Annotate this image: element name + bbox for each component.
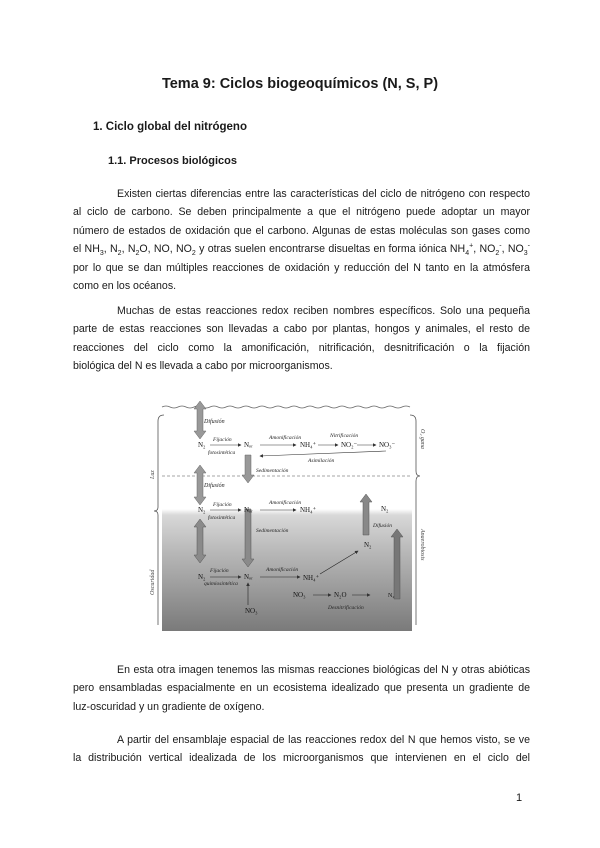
fig-nitrificacion: Nitrificación <box>330 433 359 439</box>
luz-label: Luz <box>150 470 156 479</box>
anaerobiosis-label: Anaerobiosis <box>419 529 425 561</box>
fig-n2-b: N₂ <box>198 506 206 514</box>
paragraph-1 <box>73 185 530 295</box>
paragraph-line-formulas: el $NH_3$, $N_2$, $N_2O$, NO, $NO_2$ y otras suelen encontrarse disueltas en forma iónica $NH_4^+$, $NO_2^-$, $NO_3^-$ <box>73 242 530 258</box>
fig-quimiosintetica: quimiosintética <box>204 581 238 587</box>
fig-n2-a: N₂ <box>198 441 206 449</box>
fig-desnitrificacion: Desnitrificación <box>328 605 364 611</box>
fig-nh4-a: NH₄⁺ <box>300 441 317 449</box>
paragraph-line: biológica del N es llevada a cabo por microorganismos. <box>73 360 333 373</box>
paragraph-line: reacciones del ciclo como la amonificación, nitrificación, desnitrificación o la fijación <box>73 341 530 354</box>
paragraph-line: luz-oscuridad y un gradiente de oxígeno. <box>73 700 265 713</box>
fig-n2-e: N₂ <box>388 593 395 599</box>
fig-difusion-2: Difusión <box>204 483 225 489</box>
paragraph-line: pero ensambladas espacialmente en un ecosistema idealizado que presenta un gradiente de <box>73 682 530 695</box>
paragraph-line: Muchas de estas reacciones redox reciben nombres específicos. Solo una pequeña <box>117 305 530 317</box>
oxigeno-label: O₂ gana <box>419 429 425 449</box>
fig-fijacion-1: Fijación <box>213 437 232 443</box>
page-title: Tema 9: Ciclos biogeoquímicos (N, S, P) <box>161 76 439 92</box>
fig-fijacion-3: Fijación <box>210 568 229 574</box>
paragraph-line: parte de estas reacciones son llevadas a cabo por plantas, hongos y animales, el resto de <box>73 323 530 336</box>
fig-sedimentacion-1: Sedimentación <box>256 468 289 474</box>
page-number: 1 <box>516 792 523 804</box>
paragraph-3 <box>73 661 530 716</box>
fig-difusion-1: Difusión <box>204 419 225 425</box>
fig-amonificacion-1: Amonificación <box>269 435 302 441</box>
paragraph-line: A partir del ensamblaje espacial de las reacciones redox del N que hemos visto, se ve <box>117 734 530 746</box>
paragraph-line: la distribución vertical idealizada de los microorganismos que intervienen en el ciclo del <box>73 752 530 765</box>
fig-amonificacion-3: Amonificación <box>266 567 299 573</box>
fig-sedimentacion-2: Sedimentación <box>256 528 289 534</box>
fig-norg-b: Nₒᵣ <box>244 506 253 514</box>
fig-amonificacion-2: Amonificación <box>269 500 302 506</box>
paragraph-line: como en los océanos. <box>73 280 177 293</box>
paragraph-line: Existen ciertas diferencias entre las características del ciclo de nitrógeno con respecto <box>117 188 530 200</box>
paragraph-line: número de estados de oxidación que el carbono. Algunas de estas moléculas son gases como <box>73 224 530 237</box>
fig-n2-c: N₂ <box>364 541 372 549</box>
fig-no2-a: NO₂⁻ <box>341 441 358 449</box>
fig-nh4-b: NH₄⁺ <box>300 506 317 514</box>
fig-n2o: N₂O <box>334 591 347 599</box>
subsection-heading: 1.1. Procesos biológicos <box>108 155 237 167</box>
fig-no3-c: NO₃ <box>245 607 258 615</box>
paragraph-4 <box>73 731 530 768</box>
fig-no3-a: NO₃⁻ <box>379 441 396 449</box>
fig-norg-a: Nₒᵣ <box>244 441 253 449</box>
fig-sinosintetica: fotosintética <box>208 515 236 521</box>
fig-fijacion-2: Fijación <box>213 502 232 508</box>
oscuridad-label: Oscuridad <box>150 569 156 595</box>
paragraph-line: En esta otra imagen tenemos las mismas reacciones biológicas del N y otras abióticas <box>117 664 530 676</box>
section-heading: 1. Ciclo global del nitrógeno <box>93 121 247 133</box>
fig-nh4-c: NH₄⁺ <box>303 574 320 582</box>
fig-no3-b: NO₃ <box>293 591 306 599</box>
paragraph-2 <box>73 302 530 376</box>
fig-asimilacion: Asimilación <box>308 458 335 464</box>
paragraph-line: por lo que se dan múltiples reacciones de oxidación y reducción del N tanto en la atmósfera <box>73 261 530 274</box>
paragraph-line: al ciclo de carbono. Se deben principalmente a que el nitrógeno puede adoptar un mayor <box>73 206 530 219</box>
fig-difusion-3: Difusión <box>373 523 392 529</box>
fig-n2-right: N₂ <box>381 505 389 513</box>
fig-norg-c: Nₒᵣ <box>244 573 253 581</box>
nitrogen-cycle-figure <box>148 399 423 631</box>
fig-fotosintetica: fotosintética <box>208 450 236 456</box>
fig-n2-d: N₂ <box>198 573 206 581</box>
